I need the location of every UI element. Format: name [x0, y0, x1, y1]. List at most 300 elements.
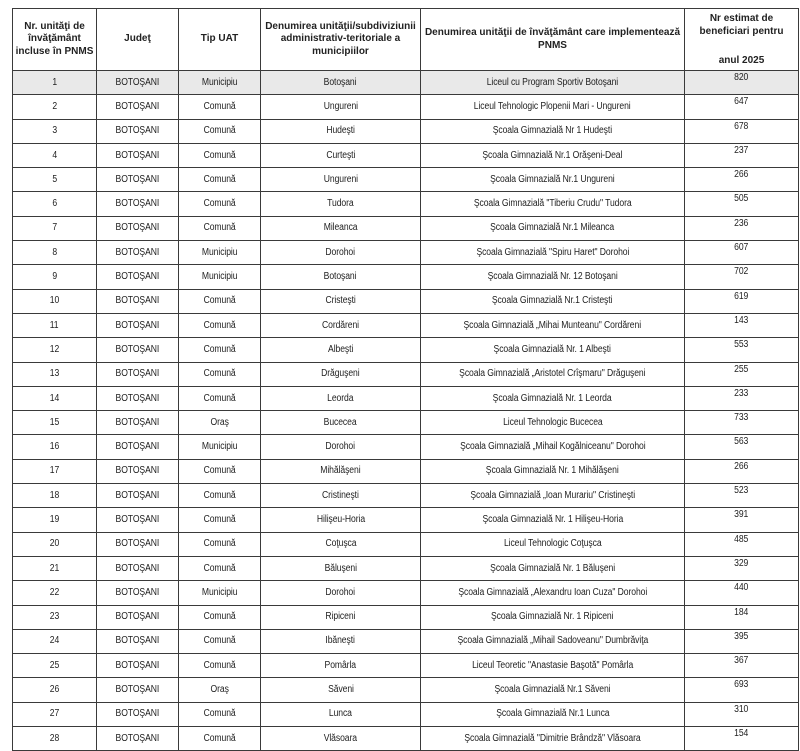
cell-judet-text: BOTOŞANI: [115, 635, 160, 647]
cell-uat-name: [261, 654, 421, 678]
cell-nr: [13, 605, 97, 629]
table-row: [13, 581, 799, 605]
cell-nr-text: 7: [52, 222, 57, 234]
cell-nr: [13, 168, 97, 192]
cell-beneficiaries-text: 563: [734, 436, 749, 448]
cell-nr: [13, 411, 97, 435]
cell-judet: [97, 386, 179, 410]
table-row: [13, 192, 799, 216]
cell-tip-uat-text: Comună: [203, 392, 236, 404]
cell-beneficiaries: [685, 386, 799, 410]
cell-nr: [13, 581, 97, 605]
cell-judet-text: BOTOŞANI: [115, 222, 160, 234]
cell-uat-name: [261, 338, 421, 362]
cell-tip-uat: [179, 71, 261, 95]
table-row: [13, 71, 799, 95]
cell-judet-text: BOTOŞANI: [115, 732, 160, 744]
cell-nr-text: 28: [49, 732, 60, 744]
cell-nr-text: 23: [49, 611, 60, 623]
cell-school-name-text: Şcoala Gimnazială Nr. 12 Botoşani: [487, 271, 618, 283]
cell-nr: [13, 216, 97, 240]
cell-judet: [97, 168, 179, 192]
cell-nr-text: 14: [49, 392, 60, 404]
cell-school-name: [421, 192, 685, 216]
cell-judet-text: BOTOŞANI: [115, 76, 160, 88]
cell-school-name: [421, 605, 685, 629]
table-row: [13, 168, 799, 192]
cell-beneficiaries: [685, 702, 799, 726]
cell-judet: [97, 629, 179, 653]
cell-nr-text: 12: [49, 343, 60, 355]
table-row: [13, 654, 799, 678]
cell-uat-name-text: Cordăreni: [321, 319, 359, 331]
cell-tip-uat-text: Comună: [203, 538, 236, 550]
cell-school-name-text: Şcoala Gimnazială Nr. 1 Mihălăşeni: [486, 465, 619, 477]
cell-judet-text: BOTOŞANI: [115, 659, 160, 671]
cell-tip-uat: [179, 581, 261, 605]
cell-uat-name-text: Cristineşti: [322, 489, 359, 501]
cell-tip-uat-text: Comună: [203, 173, 236, 185]
cell-school-name: [421, 71, 685, 95]
cell-school-name-text: Şcoala Gimnazială "Dimitrie Brândză" Vlăsoara: [464, 732, 641, 744]
cell-uat-name: [261, 313, 421, 337]
cell-uat-name: [261, 435, 421, 459]
cell-uat-name: [261, 411, 421, 435]
cell-nr-text: 13: [49, 368, 60, 380]
pnms-table: [12, 8, 799, 751]
cell-tip-uat-text: Municipiu: [201, 271, 238, 283]
cell-uat-name: [261, 702, 421, 726]
cell-beneficiaries-text: 255: [734, 363, 749, 375]
cell-beneficiaries: [685, 313, 799, 337]
cell-tip-uat: [179, 678, 261, 702]
cell-nr: [13, 265, 97, 289]
cell-beneficiaries: [685, 678, 799, 702]
cell-school-name: [421, 386, 685, 410]
table-row: [13, 727, 799, 751]
cell-uat-name: [261, 119, 421, 143]
table-row: [13, 386, 799, 410]
cell-uat-name-text: Curteşti: [326, 149, 355, 161]
cell-tip-uat-text: Municipiu: [201, 76, 238, 88]
cell-nr-text: 4: [52, 149, 57, 161]
cell-beneficiaries: [685, 556, 799, 580]
cell-judet: [97, 727, 179, 751]
cell-judet-text: BOTOŞANI: [115, 319, 160, 331]
cell-judet-text: BOTOŞANI: [115, 149, 160, 161]
table-row: [13, 532, 799, 556]
table-row: [13, 265, 799, 289]
cell-uat-name-text: Leorda: [327, 392, 354, 404]
cell-judet: [97, 119, 179, 143]
table-row: [13, 289, 799, 313]
cell-school-name: [421, 216, 685, 240]
cell-judet: [97, 702, 179, 726]
cell-nr-text: 21: [49, 562, 60, 574]
cell-uat-name: [261, 241, 421, 265]
cell-tip-uat-text: Comună: [203, 465, 236, 477]
cell-uat-name-text: Bucecea: [324, 416, 357, 428]
header-tip-uat: Tip UAT: [179, 9, 261, 71]
cell-beneficiaries: [685, 338, 799, 362]
cell-school-name: [421, 581, 685, 605]
cell-beneficiaries: [685, 508, 799, 532]
cell-uat-name-text: Dorohoi: [325, 441, 356, 453]
cell-tip-uat: [179, 411, 261, 435]
cell-school-name-text: Şcoala Gimnazială Nr. 1 Ripiceni: [491, 611, 614, 623]
cell-nr-text: 24: [49, 635, 60, 647]
cell-nr-text: 1: [52, 76, 57, 88]
cell-school-name-text: Şcoala Gimnazială „Mihail Sadoveanu" Dumbrăviţa: [457, 635, 648, 647]
cell-nr: [13, 459, 97, 483]
cell-judet-text: BOTOŞANI: [115, 271, 160, 283]
cell-tip-uat: [179, 435, 261, 459]
cell-uat-name: [261, 678, 421, 702]
cell-beneficiaries: [685, 411, 799, 435]
cell-judet: [97, 508, 179, 532]
cell-judet: [97, 71, 179, 95]
cell-tip-uat: [179, 629, 261, 653]
table-row: [13, 313, 799, 337]
cell-uat-name: [261, 95, 421, 119]
cell-school-name-text: Şcoala Gimnazială Nr.1 Cristeşti: [492, 295, 613, 307]
cell-uat-name: [261, 727, 421, 751]
cell-tip-uat-text: Comună: [203, 125, 236, 137]
cell-tip-uat-text: Oraş: [210, 416, 229, 428]
cell-tip-uat: [179, 484, 261, 508]
cell-uat-name: [261, 216, 421, 240]
cell-beneficiaries: [685, 484, 799, 508]
cell-nr: [13, 289, 97, 313]
header-beneficiaries-line1: Nr estimat de beneficiari pentru: [699, 13, 784, 37]
cell-nr: [13, 192, 97, 216]
cell-tip-uat: [179, 556, 261, 580]
cell-tip-uat: [179, 241, 261, 265]
cell-tip-uat: [179, 192, 261, 216]
header-school-name: Denumirea unităţii de învăţământ care implementează PNMS: [421, 9, 685, 71]
cell-school-name: [421, 119, 685, 143]
cell-tip-uat-text: Comună: [203, 708, 236, 720]
cell-beneficiaries-text: 440: [734, 582, 749, 594]
document-sheet: [12, 8, 798, 751]
cell-uat-name-text: Mileanca: [323, 222, 358, 234]
cell-beneficiaries-text: 329: [734, 557, 749, 569]
table-row: [13, 435, 799, 459]
cell-uat-name: [261, 143, 421, 167]
cell-school-name-text: Şcoala Gimnazială Nr.1 Orăşeni-Deal: [482, 149, 623, 161]
cell-judet-text: BOTOŞANI: [115, 441, 160, 453]
cell-uat-name-text: Albeşti: [327, 343, 354, 355]
cell-tip-uat-text: Comună: [203, 513, 236, 525]
cell-judet-text: BOTOŞANI: [115, 489, 160, 501]
cell-school-name-text: Şcoala Gimnazială Nr.1 Ungureni: [490, 173, 615, 185]
cell-tip-uat-text: Comună: [203, 149, 236, 161]
cell-judet: [97, 459, 179, 483]
cell-uat-name-text: Ungureni: [323, 100, 358, 112]
cell-school-name: [421, 289, 685, 313]
cell-school-name-text: Şcoala Gimnazială Nr. 1 Hilişeu-Horia: [482, 513, 623, 525]
cell-tip-uat-text: Comună: [203, 732, 236, 744]
cell-beneficiaries-text: 266: [734, 169, 749, 181]
cell-tip-uat-text: Municipiu: [201, 246, 238, 258]
cell-uat-name-text: Băluşeni: [324, 562, 357, 574]
table-row: [13, 459, 799, 483]
cell-school-name-text: Şcoala Gimnazială „Alexandru Ioan Cuza" Dorohoi: [458, 586, 647, 598]
cell-uat-name-text: Dorohoi: [325, 586, 356, 598]
cell-school-name: [421, 727, 685, 751]
cell-beneficiaries-text: 820: [734, 72, 749, 83]
cell-uat-name-text: Ungureni: [323, 173, 358, 185]
cell-uat-name-text: Hudeşti: [326, 125, 355, 137]
cell-judet-text: BOTOŞANI: [115, 465, 160, 477]
cell-nr-text: 27: [49, 708, 60, 720]
cell-beneficiaries: [685, 216, 799, 240]
cell-uat-name: [261, 289, 421, 313]
cell-nr-text: 9: [52, 271, 57, 283]
cell-uat-name-text: Botoşani: [324, 76, 357, 88]
cell-school-name: [421, 241, 685, 265]
cell-nr: [13, 654, 97, 678]
cell-nr-text: 15: [49, 416, 60, 428]
cell-uat-name-text: Drăguşeni: [321, 368, 360, 380]
cell-beneficiaries-text: 391: [734, 509, 749, 521]
cell-uat-name: [261, 605, 421, 629]
cell-tip-uat: [179, 289, 261, 313]
table-row: [13, 119, 799, 143]
cell-uat-name: [261, 532, 421, 556]
cell-beneficiaries-text: 367: [734, 655, 749, 667]
cell-judet-text: BOTOŞANI: [115, 586, 160, 598]
cell-school-name-text: Şcoala Gimnazială Nr.1 Mileanca: [490, 222, 615, 234]
cell-tip-uat: [179, 508, 261, 532]
cell-uat-name: [261, 386, 421, 410]
table-row: [13, 338, 799, 362]
cell-judet: [97, 313, 179, 337]
cell-nr: [13, 532, 97, 556]
cell-judet-text: BOTOŞANI: [115, 173, 160, 185]
cell-uat-name-text: Lunca: [328, 708, 353, 720]
cell-nr-text: 2: [52, 100, 57, 112]
cell-tip-uat: [179, 143, 261, 167]
cell-beneficiaries-text: 505: [734, 193, 749, 205]
cell-uat-name-text: Ibăneşti: [325, 635, 356, 647]
cell-judet-text: BOTOŞANI: [115, 538, 160, 550]
cell-tip-uat-text: Comună: [203, 611, 236, 623]
cell-school-name: [421, 362, 685, 386]
cell-tip-uat-text: Comună: [203, 198, 236, 210]
cell-beneficiaries: [685, 654, 799, 678]
cell-uat-name-text: Hilişeu-Horia: [316, 513, 365, 525]
cell-school-name-text: Şcoala Gimnazială Nr 1 Hudeşti: [492, 125, 613, 137]
cell-school-name: [421, 629, 685, 653]
cell-nr: [13, 727, 97, 751]
cell-beneficiaries: [685, 95, 799, 119]
cell-tip-uat: [179, 605, 261, 629]
cell-uat-name: [261, 71, 421, 95]
cell-tip-uat: [179, 216, 261, 240]
cell-beneficiaries-text: 733: [734, 412, 749, 424]
cell-beneficiaries-text: 607: [734, 242, 749, 254]
cell-beneficiaries-text: 647: [734, 96, 749, 108]
cell-nr: [13, 71, 97, 95]
cell-school-name-text: Şcoala Gimnazială „Aristotel Crîşmaru" Drăguşeni: [459, 368, 646, 380]
header-nr: Nr. unităţi de învăţământ incluse în PNMS: [13, 9, 97, 71]
cell-judet-text: BOTOŞANI: [115, 295, 160, 307]
cell-beneficiaries-text: 236: [734, 217, 749, 229]
table-row: [13, 411, 799, 435]
table-row: [13, 95, 799, 119]
cell-judet: [97, 216, 179, 240]
cell-tip-uat: [179, 119, 261, 143]
table-row: [13, 484, 799, 508]
cell-judet-text: BOTOŞANI: [115, 611, 160, 623]
cell-uat-name-text: Săveni: [327, 684, 354, 696]
cell-school-name-text: Şcoala Gimnazială Nr.1 Săveni: [494, 684, 611, 696]
cell-beneficiaries-text: 702: [734, 266, 749, 278]
cell-uat-name-text: Mihălăşeni: [320, 465, 361, 477]
cell-school-name: [421, 143, 685, 167]
cell-tip-uat: [179, 459, 261, 483]
cell-uat-name: [261, 629, 421, 653]
cell-nr-text: 17: [49, 465, 60, 477]
cell-school-name-text: Liceul cu Program Sportiv Botoşani: [486, 76, 619, 88]
cell-tip-uat: [179, 313, 261, 337]
cell-tip-uat: [179, 654, 261, 678]
cell-tip-uat-text: Municipiu: [201, 441, 238, 453]
cell-tip-uat-text: Oraş: [210, 684, 229, 696]
cell-judet-text: BOTOŞANI: [115, 246, 160, 258]
cell-tip-uat-text: Comună: [203, 659, 236, 671]
cell-judet: [97, 143, 179, 167]
cell-tip-uat-text: Comună: [203, 100, 236, 112]
cell-school-name-text: Şcoala Gimnazială „Ioan Murariu" Cristineşti: [470, 489, 635, 501]
cell-tip-uat: [179, 168, 261, 192]
cell-nr-text: 25: [49, 659, 60, 671]
cell-nr: [13, 362, 97, 386]
cell-beneficiaries: [685, 168, 799, 192]
cell-judet-text: BOTOŞANI: [115, 125, 160, 137]
cell-beneficiaries: [685, 581, 799, 605]
cell-judet-text: BOTOŞANI: [115, 708, 160, 720]
cell-school-name: [421, 313, 685, 337]
cell-beneficiaries: [685, 241, 799, 265]
cell-judet-text: BOTOŞANI: [115, 684, 160, 696]
cell-tip-uat: [179, 727, 261, 751]
cell-judet: [97, 241, 179, 265]
cell-nr-text: 3: [52, 125, 57, 137]
cell-school-name: [421, 168, 685, 192]
cell-nr: [13, 143, 97, 167]
table-row: [13, 362, 799, 386]
cell-school-name-text: Liceul Tehnologic Coţuşca: [503, 538, 602, 550]
cell-school-name: [421, 678, 685, 702]
cell-judet: [97, 678, 179, 702]
header-beneficiaries-line2: anul 2025: [718, 54, 765, 66]
cell-school-name-text: Şcoala Gimnazială Nr.1 Lunca: [495, 708, 610, 720]
cell-uat-name-text: Dorohoi: [325, 246, 356, 258]
table-row: [13, 605, 799, 629]
cell-nr: [13, 702, 97, 726]
cell-nr: [13, 386, 97, 410]
cell-nr: [13, 678, 97, 702]
cell-judet: [97, 484, 179, 508]
cell-school-name-text: Şcoala Gimnazială „Mihail Kogălniceanu" Dorohoi: [459, 441, 646, 453]
table-row: [13, 678, 799, 702]
cell-beneficiaries: [685, 459, 799, 483]
cell-nr-text: 6: [52, 198, 57, 210]
cell-school-name: [421, 702, 685, 726]
cell-beneficiaries-text: 310: [734, 703, 749, 715]
table-row: [13, 556, 799, 580]
cell-tip-uat: [179, 532, 261, 556]
cell-uat-name: [261, 362, 421, 386]
cell-judet: [97, 581, 179, 605]
cell-nr-text: 20: [49, 538, 60, 550]
cell-tip-uat: [179, 386, 261, 410]
cell-school-name: [421, 508, 685, 532]
cell-judet: [97, 532, 179, 556]
cell-nr: [13, 435, 97, 459]
cell-uat-name-text: Botoşani: [324, 271, 357, 283]
cell-uat-name: [261, 556, 421, 580]
cell-school-name-text: Şcoala Gimnazială Nr. 1 Leorda: [493, 392, 612, 404]
cell-tip-uat-text: Comună: [203, 635, 236, 647]
table-row: [13, 143, 799, 167]
cell-beneficiaries: [685, 119, 799, 143]
cell-nr: [13, 508, 97, 532]
cell-judet-text: BOTOŞANI: [115, 368, 160, 380]
cell-nr-text: 11: [50, 319, 59, 331]
cell-nr-text: 8: [52, 246, 57, 258]
cell-judet-text: BOTOŞANI: [115, 562, 160, 574]
cell-beneficiaries-text: 619: [734, 290, 749, 302]
cell-school-name: [421, 338, 685, 362]
cell-beneficiaries: [685, 435, 799, 459]
cell-judet-text: BOTOŞANI: [115, 100, 160, 112]
cell-uat-name-text: Vlăsoara: [323, 732, 358, 744]
cell-school-name-text: Şcoala Gimnazială Nr. 1 Băluşeni: [490, 562, 615, 574]
cell-judet: [97, 411, 179, 435]
cell-beneficiaries: [685, 71, 799, 95]
cell-tip-uat: [179, 702, 261, 726]
cell-beneficiaries: [685, 143, 799, 167]
cell-uat-name-text: Pomârla: [324, 659, 357, 671]
cell-school-name: [421, 556, 685, 580]
cell-beneficiaries: [685, 362, 799, 386]
cell-school-name-text: Liceul Teoretic "Anastasie Başotă" Pomârla: [471, 659, 634, 671]
cell-school-name: [421, 265, 685, 289]
cell-tip-uat-text: Comună: [203, 489, 236, 501]
cell-judet: [97, 192, 179, 216]
cell-nr: [13, 241, 97, 265]
cell-beneficiaries-text: 143: [734, 314, 749, 326]
cell-uat-name-text: Cristeşti: [325, 295, 356, 307]
cell-judet-text: BOTOŞANI: [115, 513, 160, 525]
table-row: [13, 216, 799, 240]
cell-judet-text: BOTOŞANI: [115, 416, 160, 428]
cell-school-name: [421, 459, 685, 483]
cell-school-name: [421, 532, 685, 556]
cell-judet-text: BOTOŞANI: [115, 392, 160, 404]
cell-beneficiaries-text: 154: [734, 728, 749, 740]
cell-nr-text: 10: [49, 295, 60, 307]
table-row: [13, 508, 799, 532]
cell-beneficiaries-text: 184: [734, 606, 749, 618]
table-header-row: [13, 9, 799, 71]
cell-uat-name: [261, 581, 421, 605]
cell-tip-uat: [179, 95, 261, 119]
cell-beneficiaries-text: 693: [734, 679, 749, 691]
